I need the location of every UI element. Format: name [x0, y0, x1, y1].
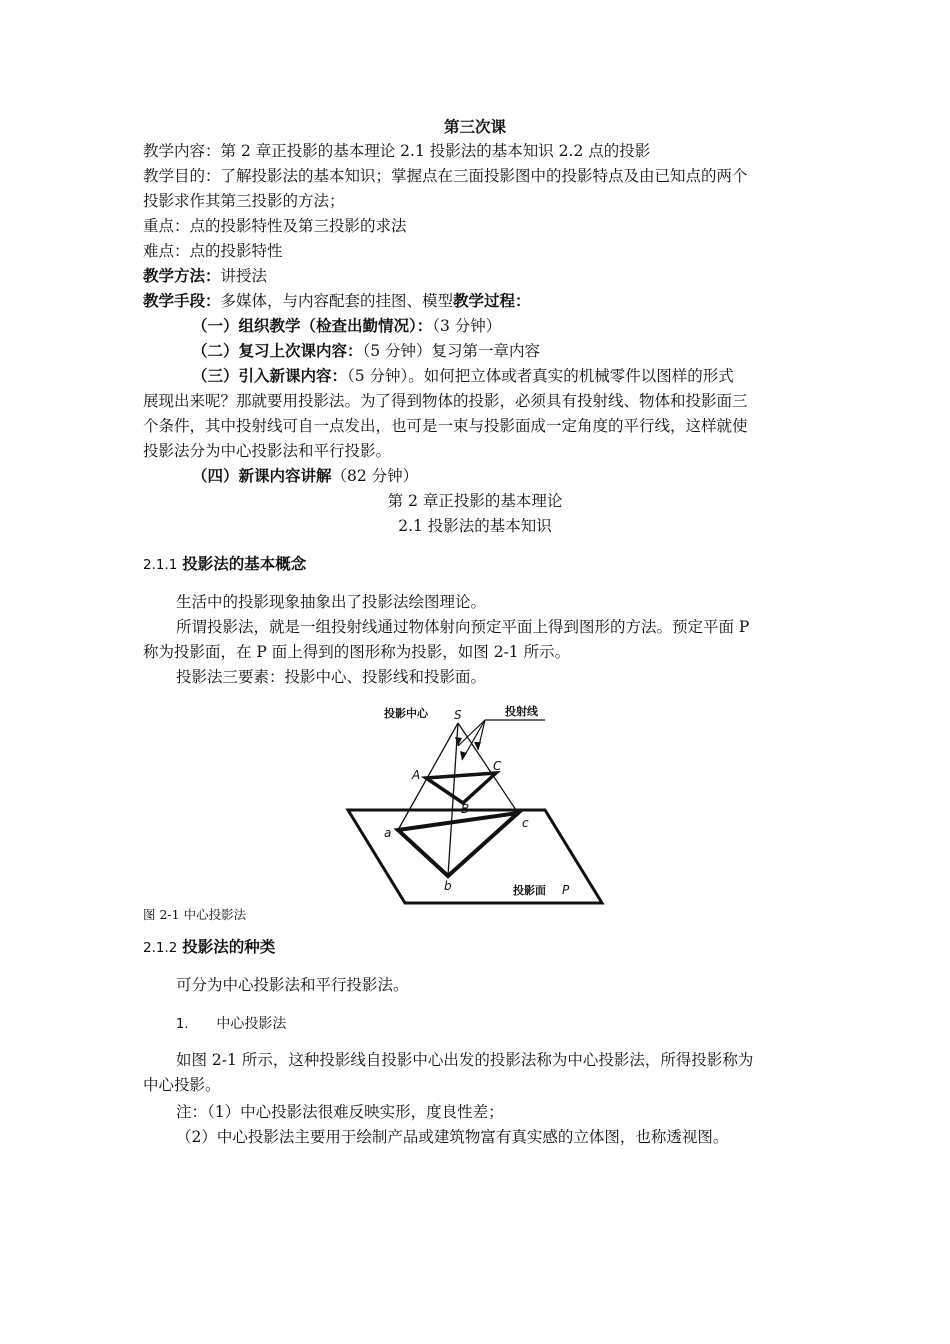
paragraph: 如图 2-1 所示，这种投影线自投影中心出发的投影法称为中心投影法，所得投影称为 [176, 1051, 754, 1069]
step-2 [192, 341, 540, 361]
label-s: S [454, 708, 462, 722]
label-a: a [384, 826, 392, 840]
step-4-label: （四）新课内容讲解 [192, 466, 332, 485]
step-3 [192, 366, 734, 386]
step-3-line-4: 投影法分为中心投影法和平行投影。 [143, 442, 392, 460]
note-1: 注：（1）中心投影法很难反映实形，度良性差； [176, 1103, 504, 1121]
subsection-number-1: 2.1.1 [143, 557, 178, 573]
subsection-heading-1 [143, 554, 306, 575]
teaching-process-label: 教学过程： [453, 291, 531, 310]
step-1-label: （一）组织教学（检查出勤情况）： [192, 316, 433, 335]
figure-caption: 图 2-1 中心投影法 [143, 907, 247, 922]
teaching-means-text: 多媒体，与内容配套的挂图、模型 [220, 292, 454, 310]
subsection-heading-2 [143, 937, 275, 958]
paragraph-cont: 中心投影。 [143, 1076, 221, 1094]
difficulty-label: 难点： [143, 242, 190, 260]
section-title: 2.1 投影法的基本知识 [398, 517, 552, 535]
teaching-means [143, 291, 531, 311]
label-projection-center: 投影中心 [384, 707, 428, 720]
teaching-objective-cont: 投影求作其第三投影的方法； [143, 192, 345, 210]
teaching-means-label: 教学手段： [143, 291, 221, 310]
step-2-label: （二）复习上次课内容： [192, 341, 363, 360]
subsection-title-1: 投影法的基本概念 [182, 554, 307, 573]
teaching-content-label: 教学内容： [143, 142, 221, 160]
chapter-title: 第 2 章正投影的基本理论 [387, 492, 563, 510]
list-item-number: 1. [176, 1017, 189, 1032]
list-item [176, 1014, 286, 1035]
object-triangle [426, 773, 496, 803]
difficulty [143, 241, 283, 261]
figure-central-projection [340, 700, 610, 914]
paragraph-cont: 称为投影面，在 P 面上得到的图形称为投影，如图 2-1 所示。 [143, 643, 571, 661]
teaching-content-text: 第 2 章正投影的基本理论 2.1 投影法的基本知识 2.2 点的投影 [220, 142, 651, 160]
difficulty-text: 点的投影特性 [189, 242, 283, 260]
subsection-number-2: 2.1.2 [143, 940, 178, 956]
step-4 [192, 466, 418, 486]
label-projection-rays: 投射线 [505, 705, 538, 718]
label-b: b [444, 879, 452, 893]
paragraph: 可分为中心投影法和平行投影法。 [176, 976, 409, 994]
projected-triangle [398, 813, 518, 876]
step-3-label: （三）引入新课内容： [192, 366, 348, 385]
paragraph: 所谓投影法，就是一组投射线通过物体射向预定平面上得到图形的方法。预定平面 P [176, 618, 750, 636]
teaching-objective-text-1: 了解投影法的基本知识；掌握点在三面投影图中的投影特点及由已知点的两个 [220, 167, 748, 185]
teaching-method-text: 讲授法 [220, 267, 268, 285]
label-p: P [562, 883, 570, 897]
step-3-line-3: 个条件，其中投射线可自一点发出，也可是一束与投影面成一定角度的平行线，这样就使 [143, 417, 748, 435]
teaching-method [143, 266, 267, 286]
teaching-objective-label: 教学目的： [143, 167, 221, 185]
label-B: B [461, 802, 470, 816]
central-projection-diagram [340, 700, 610, 910]
label-projection-plane: 投影面 [513, 884, 546, 897]
lesson-title: 第三次课 [443, 117, 506, 136]
key-point-text: 点的投影特性及第三投影的求法 [189, 217, 407, 235]
key-point-label: 重点： [143, 217, 190, 235]
note-2: （2）中心投影法主要用于绘制产品或建筑物富有真实感的立体图，也称透视图。 [176, 1128, 729, 1146]
key-point [143, 216, 407, 236]
label-A: A [412, 768, 421, 782]
teaching-objective [143, 166, 748, 186]
list-item-text: 中心投影法 [216, 1016, 287, 1032]
label-c: c [522, 816, 529, 830]
teaching-method-label: 教学方法： [143, 266, 221, 285]
step-4-text: （82 分钟） [331, 467, 419, 485]
step-3-line-2: 展现出来呢？那就要用投影法。为了得到物体的投影，必须具有投射线、物体和投影面三 [143, 392, 748, 410]
step-1-text: （3 分钟） [432, 317, 502, 335]
paragraph: 生活中的投影现象抽象出了投影法绘图理论。 [176, 593, 487, 611]
step-3-text-1: （5 分钟）。如何把立体或者真实的机械零件以图样的形式 [347, 367, 734, 385]
step-2-text: （5 分钟）复习第一章内容 [362, 342, 541, 360]
paragraph: 投影法三要素：投影中心、投影线和投影面。 [176, 668, 487, 686]
label-C: C [493, 759, 502, 773]
teaching-content [143, 141, 650, 161]
step-1 [192, 316, 501, 336]
subsection-title-2: 投影法的种类 [182, 937, 276, 956]
